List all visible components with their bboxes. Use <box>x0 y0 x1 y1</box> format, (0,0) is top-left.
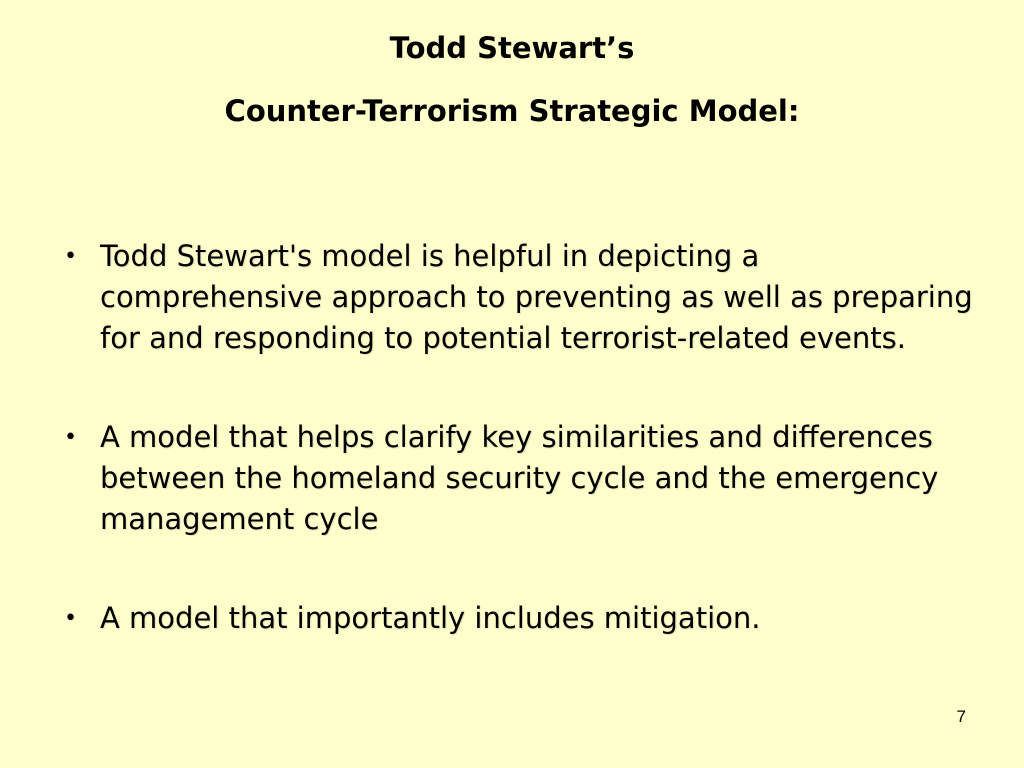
bullet-item <box>60 236 980 359</box>
bullet-item <box>60 598 980 639</box>
bullet-text: A model that importantly includes mitigation. <box>100 601 761 635</box>
bullet-text: Todd Stewart's model is helpful in depicting a comprehensive approach to preventing as well as preparing for and responding to potential terrorist-related events. <box>100 239 973 355</box>
bullet-text: A model that helps clarify key similarities and differences between the homeland security cycle and the emergency management cycle <box>100 420 939 536</box>
slide-title-line-1: Todd Stewart’s <box>389 31 635 65</box>
bullet-marker: • <box>64 244 77 269</box>
bullet-item <box>60 417 980 540</box>
bullet-marker: • <box>64 606 77 631</box>
bullet-list <box>60 236 980 639</box>
slide-title-line-2: Counter-Terrorism Strategic Model: <box>224 94 800 128</box>
bullet-marker: • <box>64 425 77 450</box>
page-number: 7 <box>956 707 966 726</box>
